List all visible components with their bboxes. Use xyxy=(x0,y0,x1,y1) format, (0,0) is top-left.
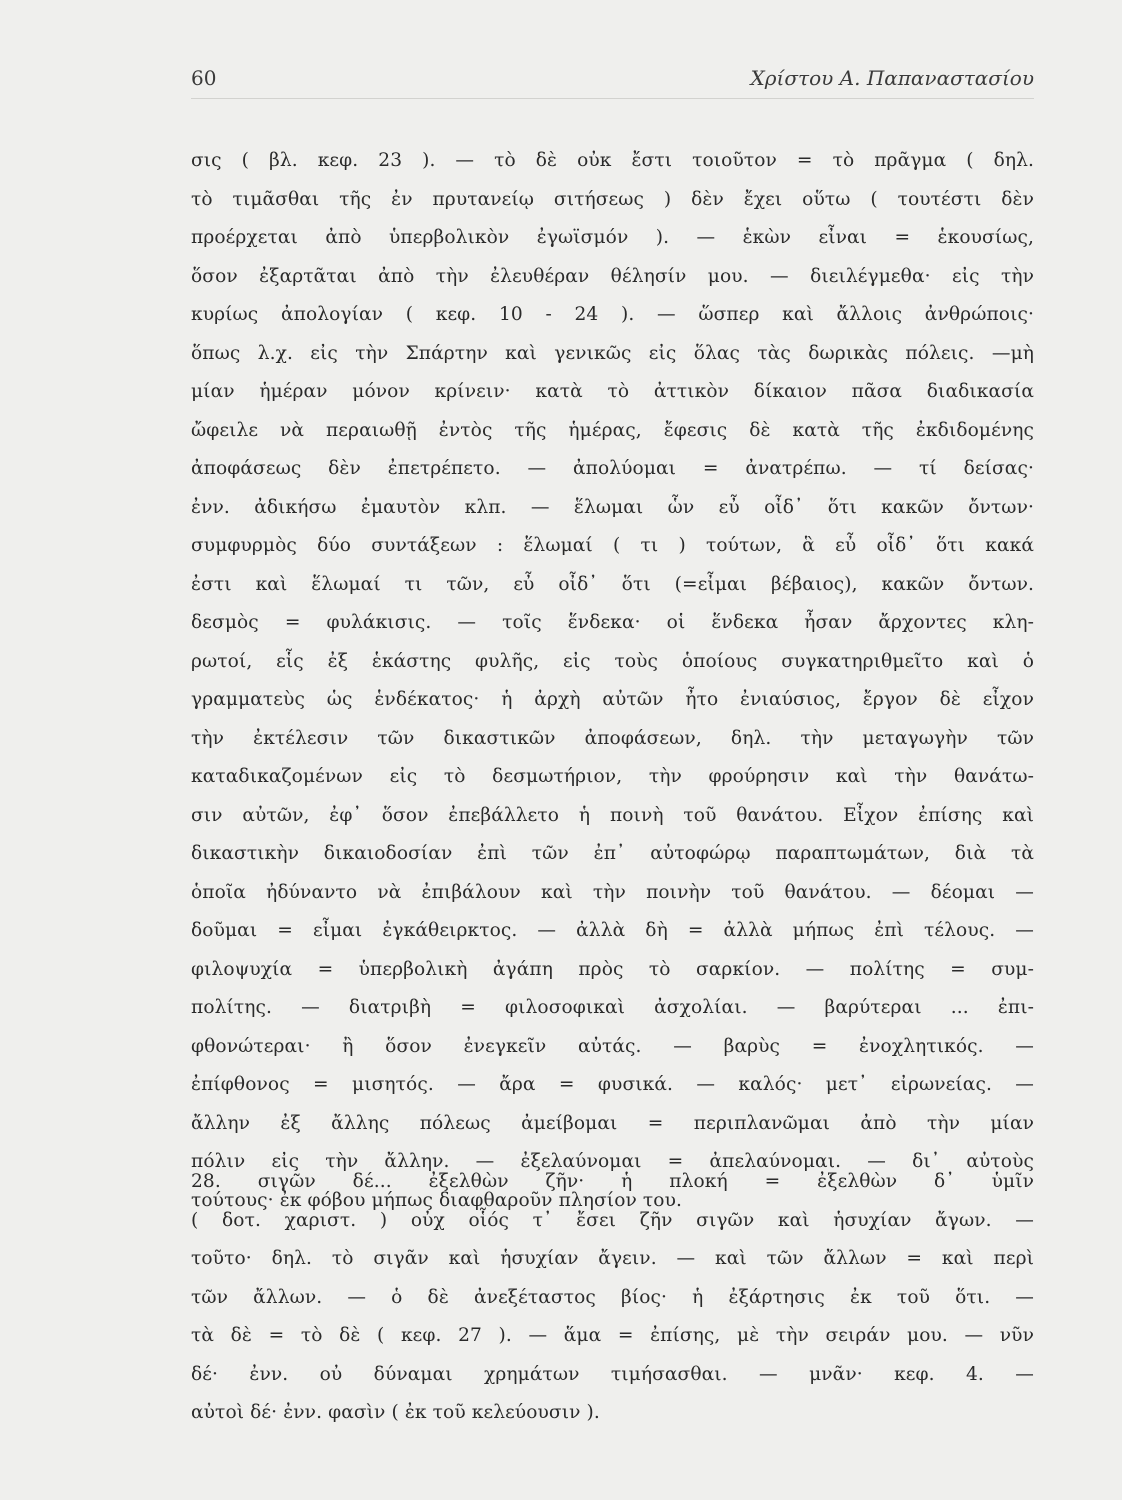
text-line: ὅσον ἐξαρτᾶται ἀπὸ τὴν ἐλευθέραν θέλησίν μου. — διειλέγμεθα· εἰς τὴν xyxy=(191,265,1034,287)
text-line: τὰ δὲ = τὸ δὲ ( κεφ. 27 ). — ἅμα = ἐπίσης, μὲ τὴν σειράν μου. — νῦν xyxy=(191,1325,1034,1346)
commentary-note-28 xyxy=(191,1163,1034,1433)
text-line: τὴν ἐκτέλεσιν τῶν δικαστικῶν ἀποφάσεων, δηλ. τὴν μεταγωγὴν τῶν xyxy=(191,727,1034,749)
text-line: πόλιν εἰς τὴν ἄλλην. — ἐξελαύνομαι = ἀπελαύνομαι. — δι᾽ αὐτοὺς xyxy=(191,1151,1034,1172)
text-line: γραμματεὺς ὡς ἑνδέκατος· ἡ ἀρχὴ αὐτῶν ἦτο ἐνιαύσιος, ἔργον δὲ εἶχον xyxy=(191,689,1034,710)
text-line: δέ· ἐνν. οὐ δύναμαι χρημάτων τιμήσασθαι. — μνᾶν· κεφ. 4. — xyxy=(191,1363,1034,1385)
text-line: ἐστι καὶ ἕλωμαί τι τῶν, εὖ οἶδ᾽ ὅτι (=εἶμαι βέβαιος), κακῶν ὄντων. xyxy=(191,573,1034,595)
text-line: ἀποφάσεως δὲν ἐπετρέπετο. — ἀπολύομαι = ἀνατρέπω. — τί δείσας· xyxy=(191,458,1034,479)
text-line: σιν αὐτῶν, ἐφ᾽ ὅσον ἐπεβάλλετο ἡ ποινὴ τοῦ θανάτου. Εἶχον ἐπίσης καὶ xyxy=(191,804,1034,826)
text-line: ὅπως λ.χ. εἰς τὴν Σπάρτην καὶ γενικῶς εἰς ὅλας τὰς δωρικὰς πόλεις. —μὴ xyxy=(191,342,1034,364)
text-line: δικαστικὴν δικαιοδοσίαν ἐπὶ τῶν ἐπ᾽ αὐτοφώρῳ παραπτωμάτων, διὰ τὰ xyxy=(191,843,1034,864)
text-line: τῶν ἄλλων. — ὁ δὲ ἀνεξέταστος βίος· ἡ ἐξάρτησις ἐκ τοῦ ὅτι. — xyxy=(191,1286,1034,1308)
header-rule xyxy=(191,98,1034,99)
text-line: 28. σιγῶν δέ... ἐξελθὼν ζῆν· ἡ πλοκή = ἐξελθὼν δ᾽ ὑμῖν xyxy=(191,1171,1034,1192)
text-line: ἄλλην ἐξ ἄλλης πόλεως ἀμείβομαι = περιπλανῶμαι ἀπὸ τὴν μίαν xyxy=(191,1112,1034,1134)
text-line: ὁποῖα ἠδύναντο νὰ ἐπιβάλουν καὶ τὴν ποινὴν τοῦ θανάτου. — δέομαι — xyxy=(191,881,1034,903)
text-line: τούτους· ἐκ φόβου μήπως διαφθαροῦν πλησίον του. xyxy=(191,1189,682,1211)
text-line: σις ( βλ. κεφ. 23 ). — τὸ δὲ οὐκ ἔστι τοιοῦτον = τὸ πρᾶγμα ( δηλ. xyxy=(191,150,1034,171)
text-line: φθονώτεραι· ἢ ὅσον ἐνεγκεῖν αὐτάς. — βαρὺς = ἐνοχλητικός. — xyxy=(191,1035,1034,1057)
text-line: πολίτης. — διατριβὴ = φιλοσοφικαὶ ἀσχολίαι. — βαρύτεραι ... ἐπι- xyxy=(191,997,1034,1018)
page-number: 60 xyxy=(191,66,217,90)
text-line: ἐνν. ἀδικήσω ἐμαυτὸν κλπ. — ἕλωμαι ὧν εὖ οἶδ᾽ ὅτι κακῶν ὄντων· xyxy=(191,496,1034,518)
text-line: προέρχεται ἀπὸ ὑπερβολικὸν ἐγωϊσμόν ). — ἑκὼν εἶναι = ἑκουσίως, xyxy=(191,227,1034,248)
text-line: τοῦτο· δηλ. τὸ σιγᾶν καὶ ἡσυχίαν ἄγειν. — καὶ τῶν ἄλλων = καὶ περὶ xyxy=(191,1248,1034,1269)
text-line: φιλοψυχία = ὑπερβολικὴ ἀγάπη πρὸς τὸ σαρκίον. — πολίτης = συμ- xyxy=(191,958,1034,980)
text-line: ρωτοί, εἷς ἐξ ἑκάστης φυλῆς, εἰς τοὺς ὁποίους συγκατηριθμεῖτο καὶ ὁ xyxy=(191,650,1034,672)
text-line: καταδικαζομένων εἰς τὸ δεσμωτήριον, τὴν φρούρησιν καὶ τὴν θανάτω- xyxy=(191,766,1034,787)
text-line: συμφυρμὸς δύο συντάξεων : ἕλωμαί ( τι ) τούτων, ἃ εὖ οἶδ᾽ ὅτι κακά xyxy=(191,535,1034,556)
text-line: μίαν ἡμέραν μόνον κρίνειν· κατὰ τὸ ἀττικὸν δίκαιον πᾶσα διαδικασία xyxy=(191,381,1034,402)
text-line: ὤφειλε νὰ περαιωθῇ ἐντὸς τῆς ἡμέρας, ἔφεσις δὲ κατὰ τῆς ἐκδιδομένης xyxy=(191,419,1034,441)
running-head: Χρίστου Α. Παπαναστασίου xyxy=(750,66,1034,90)
text-line: ( δοτ. χαριστ. ) οὐχ οἷός τ᾽ ἔσει ζῆν σιγῶν καὶ ἡσυχίαν ἄγων. — xyxy=(191,1209,1034,1231)
text-line: αὐτοὶ δέ· ἐνν. φασὶν ( ἐκ τοῦ κελεύουσιν ). xyxy=(191,1402,600,1423)
text-line: τὸ τιμᾶσθαι τῆς ἐν πρυτανείῳ σιτήσεως ) δὲν ἔχει οὕτω ( τουτέστι δὲν xyxy=(191,188,1034,210)
text-line: κυρίως ἀπολογίαν ( κεφ. 10 - 24 ). — ὥσπερ καὶ ἄλλοις ἀνθρώποις· xyxy=(191,304,1034,325)
text-line: δοῦμαι = εἶμαι ἐγκάθειρκτος. — ἀλλὰ δὴ = ἀλλὰ μήπως ἐπὶ τέλους. — xyxy=(191,920,1034,941)
text-line: ἐπίφθονος = μισητός. — ἄρα = φυσικά. — καλός· μετ᾽ εἰρωνείας. — xyxy=(191,1074,1034,1095)
commentary-note-27 xyxy=(191,142,1034,1220)
text-line: δεσμὸς = φυλάκισις. — τοῖς ἕνδεκα· οἱ ἕνδεκα ἦσαν ἄρχοντες κλη- xyxy=(191,612,1034,633)
